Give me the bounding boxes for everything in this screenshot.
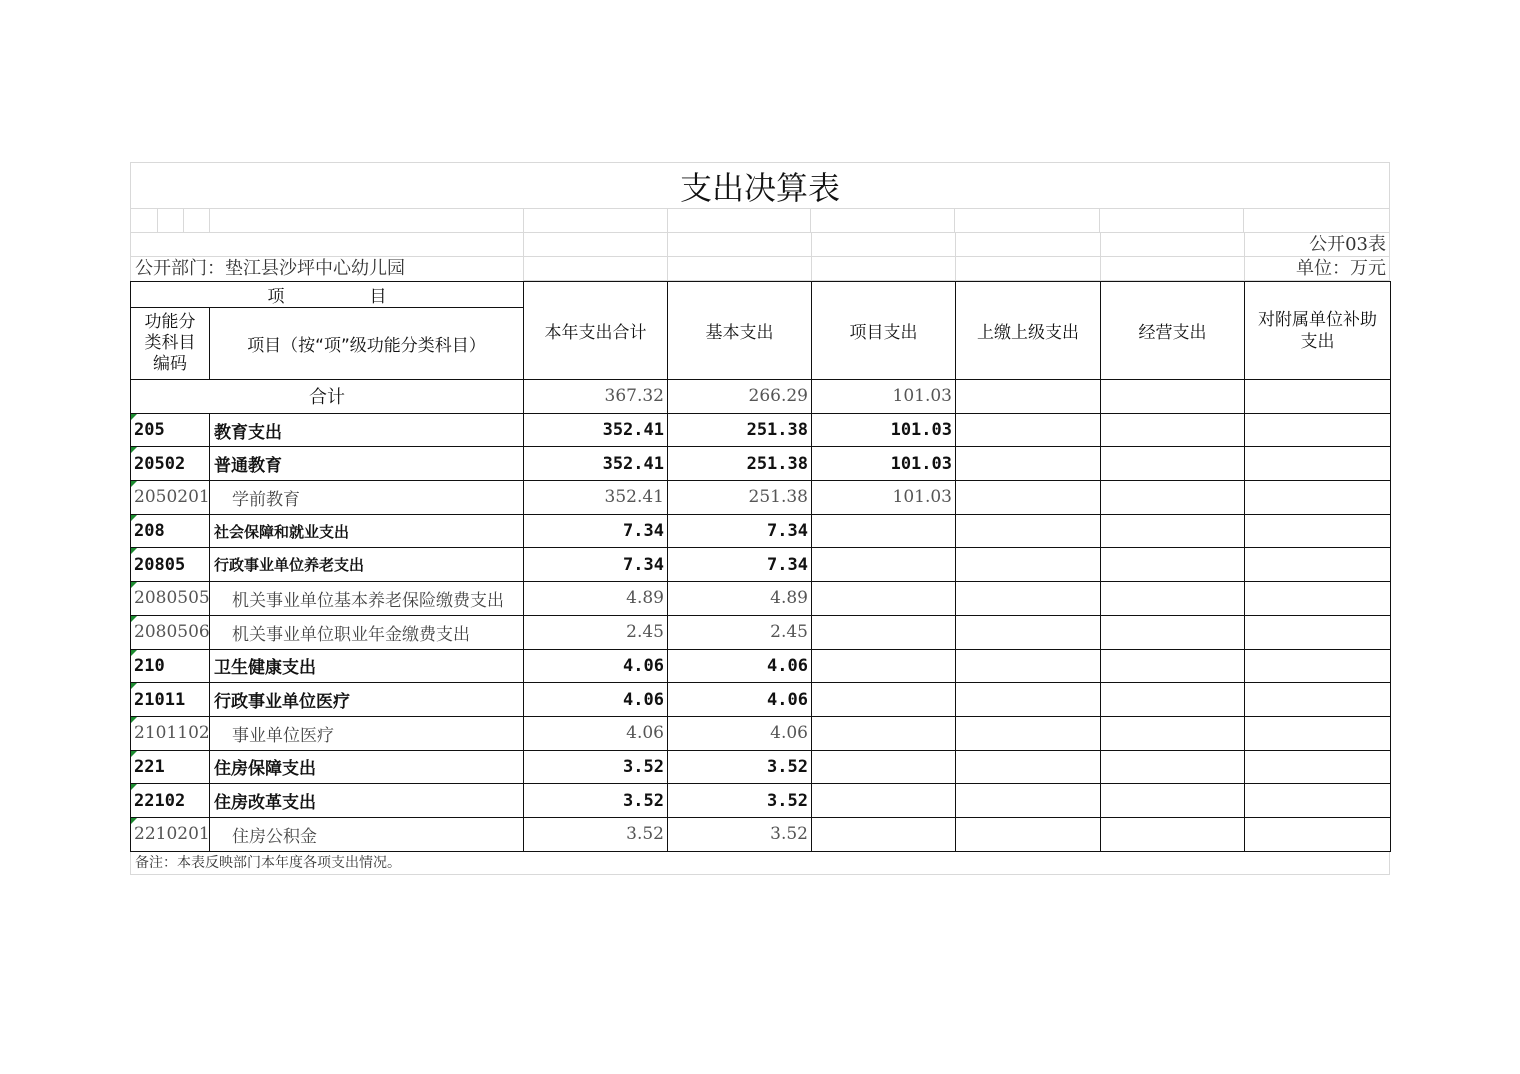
- row-total: 4.06: [524, 649, 668, 683]
- row-subsidy: [1245, 548, 1391, 582]
- row-upper: [956, 784, 1101, 818]
- row-project: 101.03: [812, 413, 956, 447]
- header-name: 项目（按“项”级功能分类科目）: [210, 308, 524, 380]
- row-project: [812, 615, 956, 649]
- row-basic: 3.52: [668, 750, 812, 784]
- row-subsidy: [1245, 784, 1391, 818]
- row-subsidy: [1245, 514, 1391, 548]
- row-code: 20502: [131, 447, 210, 481]
- row-basic: 4.06: [668, 716, 812, 750]
- row-upper: [956, 817, 1101, 851]
- row-name: 住房改革支出: [210, 784, 524, 818]
- row-code: 208: [131, 514, 210, 548]
- row-code: 210: [131, 649, 210, 683]
- total-subsidy: [1245, 380, 1391, 414]
- row-business: [1101, 615, 1245, 649]
- total-row: [131, 380, 1391, 414]
- row-business: [1101, 514, 1245, 548]
- table-row: [131, 716, 1391, 750]
- row-business: [1101, 447, 1245, 481]
- row-total: 3.52: [524, 750, 668, 784]
- row-basic: 251.38: [668, 447, 812, 481]
- row-project: [812, 683, 956, 717]
- row-name: 学前教育: [210, 481, 524, 515]
- page-title: 支出决算表: [130, 162, 1390, 209]
- row-code: 2210201: [131, 817, 210, 851]
- row-total: 7.34: [524, 548, 668, 582]
- row-business: [1101, 481, 1245, 515]
- row-code: 221: [131, 750, 210, 784]
- row-subsidy: [1245, 413, 1391, 447]
- row-basic: 251.38: [668, 413, 812, 447]
- row-business: [1101, 683, 1245, 717]
- row-project: 101.03: [812, 447, 956, 481]
- expenditure-table: [130, 281, 1391, 852]
- row-subsidy: [1245, 716, 1391, 750]
- row-total: 7.34: [524, 514, 668, 548]
- row-project: [812, 817, 956, 851]
- department-label: 公开部门：垫江县沙坪中心幼儿园: [135, 258, 405, 279]
- department-row: [130, 257, 1390, 281]
- row-basic: 3.52: [668, 817, 812, 851]
- row-name: 机关事业单位基本养老保险缴费支出: [210, 582, 524, 616]
- row-project: 101.03: [812, 481, 956, 515]
- row-total: 352.41: [524, 447, 668, 481]
- row-total: 352.41: [524, 481, 668, 515]
- table-row: [131, 481, 1391, 515]
- row-code: 2101102: [131, 716, 210, 750]
- table-row: [131, 447, 1391, 481]
- row-upper: [956, 683, 1101, 717]
- table-row: [131, 817, 1391, 851]
- table-row: [131, 784, 1391, 818]
- row-basic: 4.06: [668, 683, 812, 717]
- row-name: 事业单位医疗: [210, 716, 524, 750]
- row-name: 教育支出: [210, 413, 524, 447]
- header-upper: 上缴上级支出: [956, 282, 1101, 380]
- row-business: [1101, 548, 1245, 582]
- row-business: [1101, 817, 1245, 851]
- total-amount: 367.32: [524, 380, 668, 414]
- table-row: [131, 413, 1391, 447]
- row-upper: [956, 413, 1101, 447]
- row-code: 2050201: [131, 481, 210, 515]
- row-subsidy: [1245, 615, 1391, 649]
- row-basic: 7.34: [668, 548, 812, 582]
- row-total: 4.06: [524, 716, 668, 750]
- total-business: [1101, 380, 1245, 414]
- table-row: [131, 615, 1391, 649]
- spreadsheet: [130, 162, 1390, 875]
- header-business: 经营支出: [1101, 282, 1245, 380]
- row-subsidy: [1245, 481, 1391, 515]
- row-code: 2080506: [131, 615, 210, 649]
- total-upper: [956, 380, 1101, 414]
- row-business: [1101, 784, 1245, 818]
- header-code: 功能分类科目编码: [131, 308, 210, 380]
- row-code: 21011: [131, 683, 210, 717]
- table-row: [131, 582, 1391, 616]
- row-upper: [956, 548, 1101, 582]
- row-total: 4.89: [524, 582, 668, 616]
- row-code: 2080505: [131, 582, 210, 616]
- row-total: 352.41: [524, 413, 668, 447]
- row-business: [1101, 413, 1245, 447]
- row-name: 住房公积金: [210, 817, 524, 851]
- row-upper: [956, 481, 1101, 515]
- row-business: [1101, 750, 1245, 784]
- row-total: 2.45: [524, 615, 668, 649]
- row-project: [812, 750, 956, 784]
- header-project: 项目支出: [812, 282, 956, 380]
- row-upper: [956, 447, 1101, 481]
- row-name: 机关事业单位职业年金缴费支出: [210, 615, 524, 649]
- row-business: [1101, 649, 1245, 683]
- row-subsidy: [1245, 649, 1391, 683]
- unit-label: 单位：万元: [1296, 258, 1386, 279]
- row-subsidy: [1245, 817, 1391, 851]
- row-basic: 4.06: [668, 649, 812, 683]
- row-upper: [956, 514, 1101, 548]
- row-basic: 7.34: [668, 514, 812, 548]
- total-project: 101.03: [812, 380, 956, 414]
- blank-grid-row: [130, 209, 1390, 233]
- total-basic: 266.29: [668, 380, 812, 414]
- row-basic: 4.89: [668, 582, 812, 616]
- row-subsidy: [1245, 683, 1391, 717]
- row-upper: [956, 615, 1101, 649]
- row-basic: 251.38: [668, 481, 812, 515]
- row-project: [812, 784, 956, 818]
- total-label: 合计: [131, 380, 524, 414]
- row-total: 4.06: [524, 683, 668, 717]
- footnote: 备注：本表反映部门本年度各项支出情况。: [130, 852, 1390, 875]
- table-row: [131, 514, 1391, 548]
- row-code: 22102: [131, 784, 210, 818]
- header-subsidy: 对附属单位补助支出: [1245, 282, 1391, 380]
- form-number: 公开03表: [1309, 234, 1386, 255]
- row-subsidy: [1245, 750, 1391, 784]
- header-total: 本年支出合计: [524, 282, 668, 380]
- header-item-group: 项 目: [131, 282, 524, 308]
- row-name: 住房保障支出: [210, 750, 524, 784]
- table-row: [131, 750, 1391, 784]
- table-row: [131, 548, 1391, 582]
- row-subsidy: [1245, 447, 1391, 481]
- row-project: [812, 582, 956, 616]
- row-name: 卫生健康支出: [210, 649, 524, 683]
- row-total: 3.52: [524, 817, 668, 851]
- row-project: [812, 649, 956, 683]
- row-basic: 3.52: [668, 784, 812, 818]
- row-upper: [956, 582, 1101, 616]
- row-business: [1101, 582, 1245, 616]
- row-basic: 2.45: [668, 615, 812, 649]
- row-business: [1101, 716, 1245, 750]
- form-number-row: [130, 233, 1390, 257]
- row-upper: [956, 649, 1101, 683]
- row-subsidy: [1245, 582, 1391, 616]
- row-upper: [956, 750, 1101, 784]
- header-basic: 基本支出: [668, 282, 812, 380]
- row-project: [812, 548, 956, 582]
- table-row: [131, 649, 1391, 683]
- row-upper: [956, 716, 1101, 750]
- row-project: [812, 514, 956, 548]
- row-name: 社会保障和就业支出: [210, 514, 524, 548]
- row-project: [812, 716, 956, 750]
- table-row: [131, 683, 1391, 717]
- row-name: 行政事业单位养老支出: [210, 548, 524, 582]
- row-name: 行政事业单位医疗: [210, 683, 524, 717]
- row-code: 205: [131, 413, 210, 447]
- row-total: 3.52: [524, 784, 668, 818]
- row-code: 20805: [131, 548, 210, 582]
- row-name: 普通教育: [210, 447, 524, 481]
